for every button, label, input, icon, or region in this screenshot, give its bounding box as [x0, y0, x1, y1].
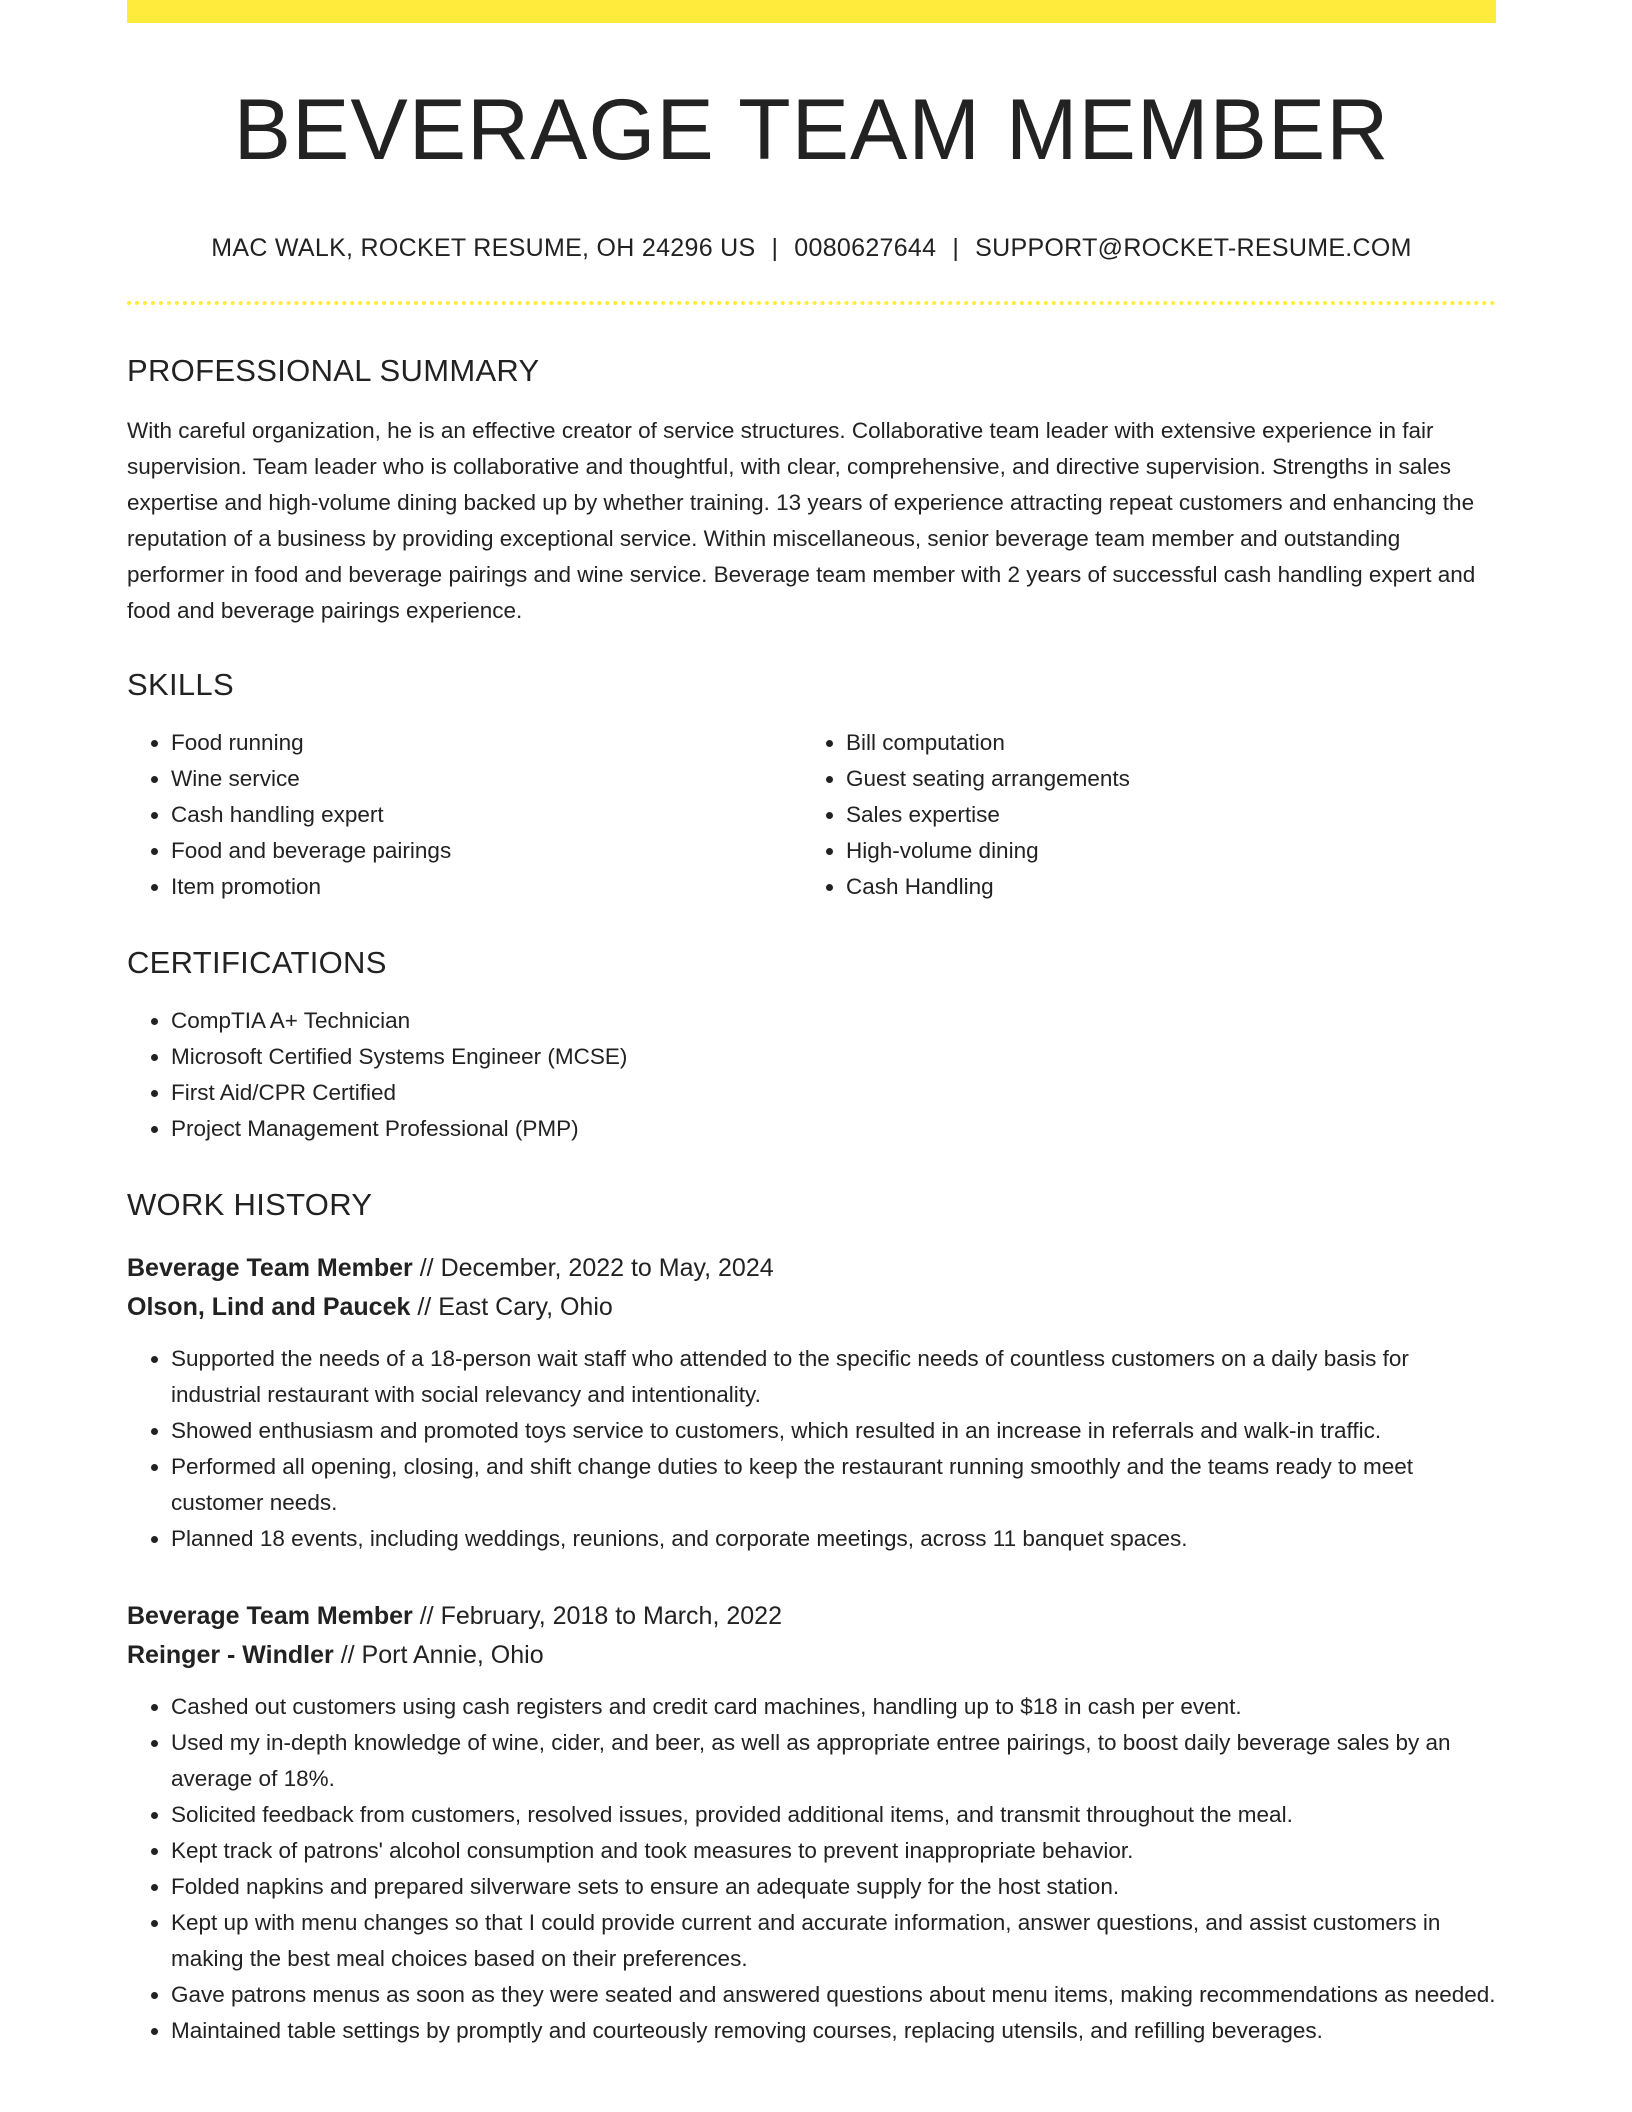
contact-separator: | [771, 233, 779, 262]
job-divider: // [410, 1292, 439, 1321]
skill-item: • Guest seating arrangements [846, 761, 1477, 797]
job-bullet: • Folded napkins and prepared silverware sets to ensure an adequate supply for the host station. [171, 1869, 1496, 1905]
work-history-heading: WORK HISTORY [127, 1186, 373, 1222]
job-bullet: • Supported the needs of a 18-person wait staff who attended to the specific needs of countless customers on a daily basis for industrial restaurant with social relevancy and intentionality. [171, 1341, 1496, 1413]
contact-address: MAC WALK, ROCKET RESUME, OH 24296 US [211, 233, 756, 262]
job-title: Beverage Team Member [127, 1601, 413, 1630]
certification-item: • Microsoft Certified Systems Engineer (MCSE) [171, 1039, 1496, 1075]
dotted-divider [127, 301, 1496, 305]
contact-separator: | [952, 233, 960, 262]
skills-heading: SKILLS [127, 666, 234, 702]
contact-email: SUPPORT@ROCKET-RESUME.COM [975, 233, 1412, 262]
skill-item: • Food and beverage pairings [171, 833, 802, 869]
job-title: Beverage Team Member [127, 1253, 413, 1282]
contact-line [127, 234, 1496, 263]
job-bullet: • Planned 18 events, including weddings, reunions, and corporate meetings, across 11 banquet spaces. [171, 1521, 1496, 1557]
resume-title: BEVERAGE TEAM MEMBER [233, 82, 1390, 178]
job-company-line [127, 1288, 1496, 1327]
certifications-list [127, 1003, 1496, 1147]
skills-list [127, 725, 1496, 905]
job-divider: // [412, 1601, 441, 1630]
accent-top-bar [127, 0, 1496, 23]
job-company: Reinger - Windler [127, 1640, 334, 1669]
job-bullet: • Performed all opening, closing, and shift change duties to keep the restaurant running smoothly and the teams ready to meet customer needs. [171, 1449, 1496, 1521]
contact-phone: 0080627644 [794, 233, 937, 262]
job-entry [127, 1249, 1496, 1557]
job-location: East Cary, Ohio [438, 1292, 613, 1321]
job-bullet: • Showed enthusiasm and promoted toys service to customers, which resulted in an increase in referrals and walk-in traffic. [171, 1413, 1496, 1449]
job-title-line [127, 1597, 1496, 1636]
certification-item: • Project Management Professional (PMP) [171, 1111, 1496, 1147]
job-divider: // [412, 1253, 441, 1282]
summary-text: With careful organization, he is an effective creator of service structures. Collaborative team leader with extensive experience in fair supervision. Team leader who is collaborative and thoughtful, with clear, comprehensive, and directive supervision. Strengths in sales expertise and high-volume dining backed up by whether training. 13 years of experience attracting repeat customers and enhancing the reputation of a business by providing exceptional service. Within miscellaneous, senior beverage team member and outstanding performer in food and beverage pairings and wine service. Beverage team member with 2 years of successful cash handling expert and food and beverage pairings experience. [127, 417, 1476, 623]
skill-item: • High-volume dining [846, 833, 1477, 869]
job-title-line [127, 1249, 1496, 1288]
job-bullets [127, 1341, 1496, 1557]
job-company: Olson, Lind and Paucek [127, 1292, 411, 1321]
skill-item: • Cash Handling [846, 869, 1477, 905]
job-dates: December, 2022 to May, 2024 [440, 1253, 774, 1282]
skill-item: • Cash handling expert [171, 797, 802, 833]
job-bullet: • Solicited feedback from customers, resolved issues, provided additional items, and transmit throughout the meal. [171, 1797, 1496, 1833]
resume-page [127, 0, 1496, 2049]
certification-item: • CompTIA A+ Technician [171, 1003, 1496, 1039]
summary-heading: PROFESSIONAL SUMMARY [127, 352, 540, 388]
skill-item: • Sales expertise [846, 797, 1477, 833]
skill-item: • Food running [171, 725, 802, 761]
job-bullets [127, 1689, 1496, 2049]
skill-item: • Wine service [171, 761, 802, 797]
skills-column-right [802, 725, 1477, 905]
skills-column-left [127, 725, 802, 905]
job-bullet: • Kept up with menu changes so that I could provide current and accurate information, answer questions, and assist customers in making the best meal choices based on their preferences. [171, 1905, 1496, 1977]
job-bullet: • Cashed out customers using cash registers and credit card machines, handling up to $18 in cash per event. [171, 1689, 1496, 1725]
job-bullet: • Kept track of patrons' alcohol consumption and took measures to prevent inappropriate behavior. [171, 1833, 1496, 1869]
job-location: Port Annie, Ohio [361, 1640, 544, 1669]
skill-item: • Bill computation [846, 725, 1477, 761]
skill-item: • Item promotion [171, 869, 802, 905]
job-divider: // [333, 1640, 362, 1669]
job-dates: February, 2018 to March, 2022 [440, 1601, 782, 1630]
job-company-line [127, 1636, 1496, 1675]
certification-item: • First Aid/CPR Certified [171, 1075, 1496, 1111]
job-bullet: • Gave patrons menus as soon as they were seated and answered questions about menu items, making recommendations as needed. [171, 1977, 1496, 2013]
job-bullet: • Maintained table settings by promptly and courteously removing courses, replacing utensils, and refilling beverages. [171, 2013, 1496, 2049]
job-bullet: • Used my in-depth knowledge of wine, cider, and beer, as well as appropriate entree pairings, to boost daily beverage sales by an average of 18%. [171, 1725, 1496, 1797]
certifications-heading: CERTIFICATIONS [127, 944, 387, 980]
job-entry [127, 1597, 1496, 2049]
